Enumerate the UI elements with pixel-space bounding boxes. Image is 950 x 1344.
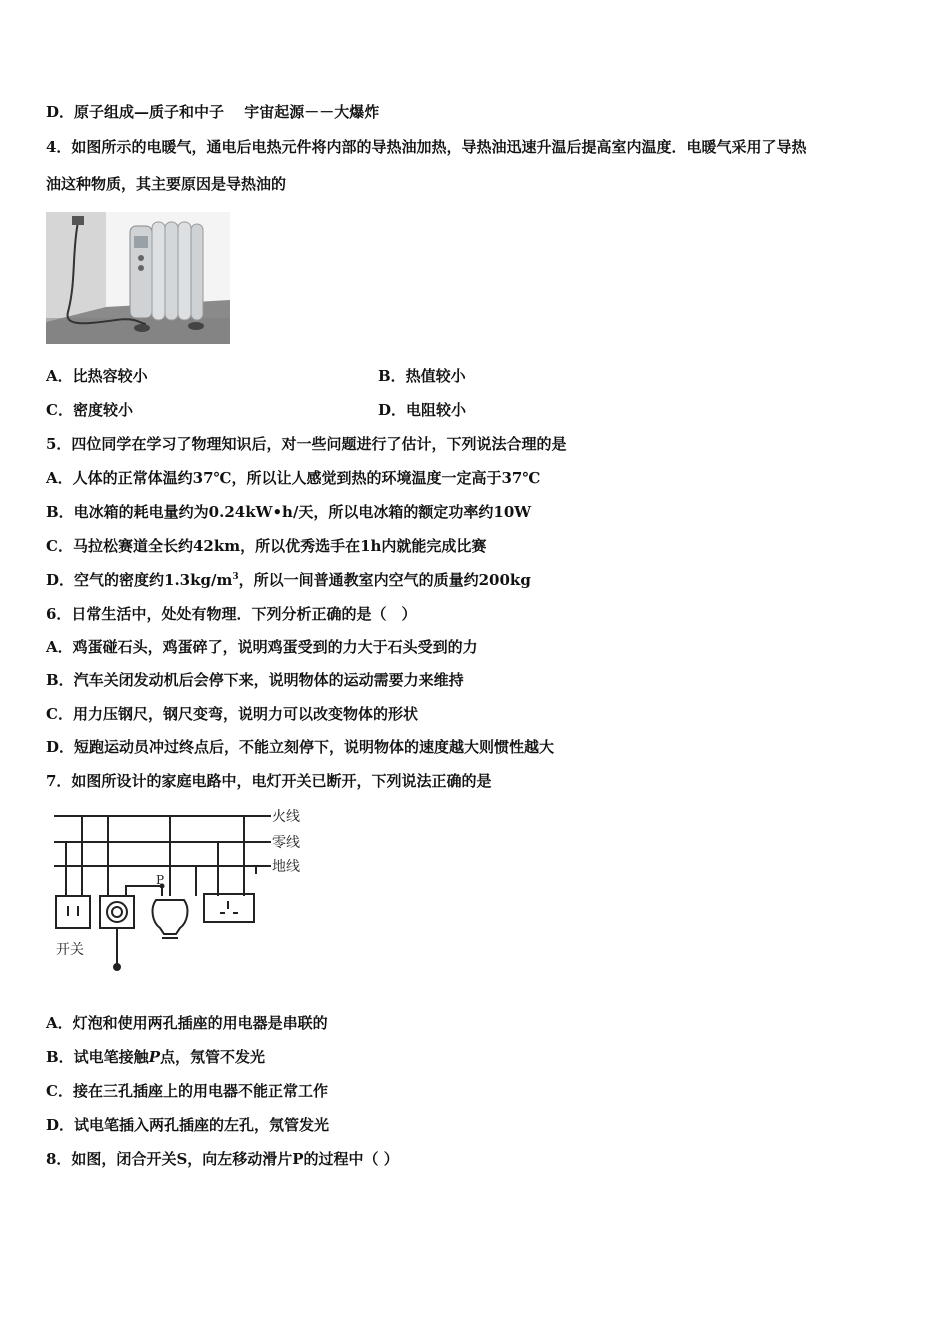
q5-option-d-rest: ，所以一间普通教室内空气的质量约200kg	[238, 571, 531, 589]
switch-label: 开关	[56, 942, 84, 958]
q4-option-d: D．电阻较小	[378, 401, 467, 419]
q7-option-b	[46, 1047, 265, 1067]
q4-option-a: A．比热容较小	[46, 367, 148, 385]
q6-option-b: B．汽车关闭发动机后会停下来，说明物体的运动需要力来维持	[46, 671, 464, 689]
q6-option-c: C．用力压钢尺，钢尺变弯，说明力可以改变物体的形状	[46, 705, 418, 723]
circuit-diagram	[46, 804, 316, 976]
q7-option-d: D．试电笔插入两孔插座的左孔，氖管发光	[46, 1116, 330, 1134]
q5-option-a: A．人体的正常体温约37℃，所以让人感觉到热的环境温度一定高于37℃	[46, 469, 541, 487]
q6-option-d: D．短跑运动员冲过终点后，不能立刻停下，说明物体的速度越大则惯性越大	[46, 738, 555, 756]
q8-stem: 8．如图，闭合开关S，向左移动滑片P的过程中（ ）	[46, 1150, 399, 1168]
point-p-label: P	[156, 873, 165, 887]
oil-heater-photo	[46, 212, 230, 344]
q5-option-c: C．马拉松赛道全长约42km，所以优秀选手在1h内就能完成比赛	[46, 537, 487, 555]
q5-option-d	[46, 570, 531, 590]
ground-wire-label: 地线	[272, 859, 300, 875]
q6-stem: 6．日常生活中，处处有物理．下列分析正确的是（ ）	[46, 605, 417, 623]
q6-option-a: A．鸡蛋碰石头，鸡蛋碎了，说明鸡蛋受到的力大于石头受到的力	[46, 638, 478, 656]
q7-option-b-point: P	[148, 1048, 160, 1066]
q5-stem: 5．四位同学在学习了物理知识后，对一些问题进行了估计，下列说法合理的是	[46, 435, 567, 453]
q3-option-d: D．原子组成—质子和中子 宇宙起源－－大爆炸	[46, 103, 380, 121]
q7-option-b-post: 点，氖管不发光	[159, 1048, 265, 1066]
q5-option-d-exponent: 3	[232, 572, 239, 582]
q4-option-b: B．热值较小	[378, 367, 466, 385]
q7-stem: 7．如图所设计的家庭电路中，电灯开关已断开，下列说法正确的是	[46, 772, 492, 790]
q4-stem-line2: 油这种物质，其主要原因是导热油的	[46, 175, 287, 193]
q5-option-d-main: D．空气的密度约1.3kg/m	[46, 571, 233, 589]
q7-option-a: A．灯泡和使用两孔插座的用电器是串联的	[46, 1014, 328, 1032]
q4-stem-line1: 4．如图所示的电暖气，通电后电热元件将内部的导热油加热，导热油迅速升温后提高室内温度．电暖气采用了导热	[46, 138, 807, 156]
q7-option-b-pre: B．试电笔接触	[46, 1048, 149, 1066]
q5-option-b: B．电冰箱的耗电量约为0.24kW•h/天，所以电冰箱的额定功率约10W	[46, 503, 532, 521]
q7-option-c: C．接在三孔插座上的用电器不能正常工作	[46, 1082, 328, 1100]
q4-option-c: C．密度较小	[46, 401, 133, 419]
live-wire-label: 火线	[272, 809, 300, 825]
neutral-wire-label: 零线	[272, 835, 300, 851]
